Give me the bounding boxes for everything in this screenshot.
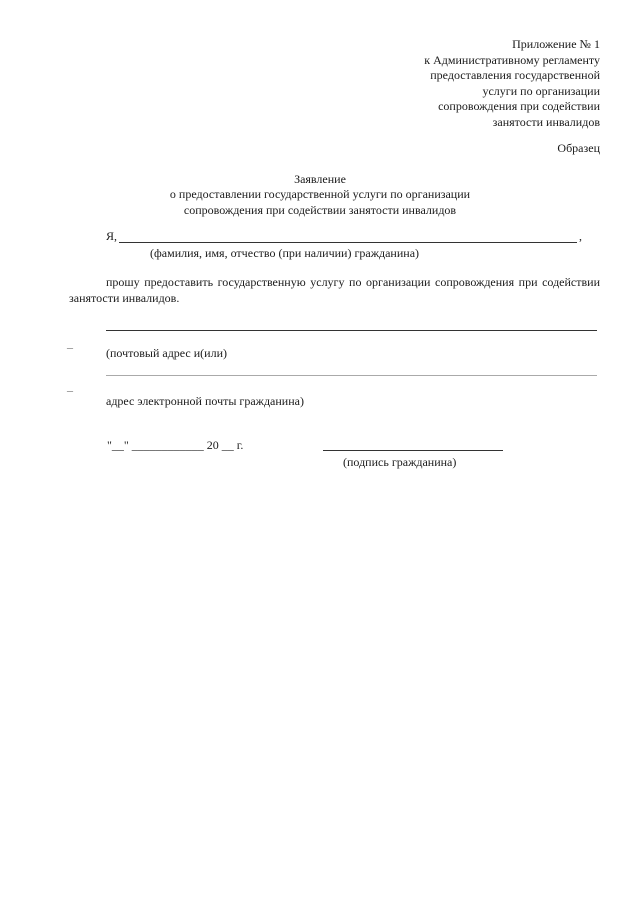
title-line: о предоставлении государственной услуги по организации [169,187,471,202]
field-dash-mark: _ [67,379,73,393]
applicant-name-caption: (фамилия, имя, отчество (при наличии) гражданина) [150,246,420,260]
postal-address-field[interactable] [106,330,597,331]
appendix-line: занятости инвалидов [492,114,600,129]
signature-field[interactable] [323,450,503,451]
request-paragraph: прошу предоставить государственную услугу по организации сопровождения при содействии занятости инвалидов. [69,275,600,305]
postal-address-caption: (почтовый адрес и(или) [106,346,228,360]
appendix-line: предоставления государственной [430,68,600,83]
applicant-prefix: Я, [106,229,118,243]
appendix-header [424,37,600,131]
appendix-line: услуги по организации [482,83,600,98]
applicant-name-field[interactable] [119,242,577,243]
appendix-line: Приложение № 1 [512,37,600,51]
title-line: Заявление [294,172,346,186]
document-title [0,172,640,218]
appendix-line: к Административному регламенту [424,52,600,67]
signature-caption: (подпись гражданина) [343,455,457,469]
appendix-line: сопровождения при содействии [438,99,600,114]
sample-label: Образец [557,141,600,155]
date-field[interactable]: "__" ____________ 20 __ г. [107,438,244,452]
applicant-suffix: , [579,229,582,243]
email-address-field[interactable] [106,375,597,376]
title-line: сопровождения при содействии занятости инвалидов [183,202,457,217]
email-address-caption: адрес электронной почты гражданина) [106,394,304,408]
field-dash-mark: _ [67,336,73,350]
